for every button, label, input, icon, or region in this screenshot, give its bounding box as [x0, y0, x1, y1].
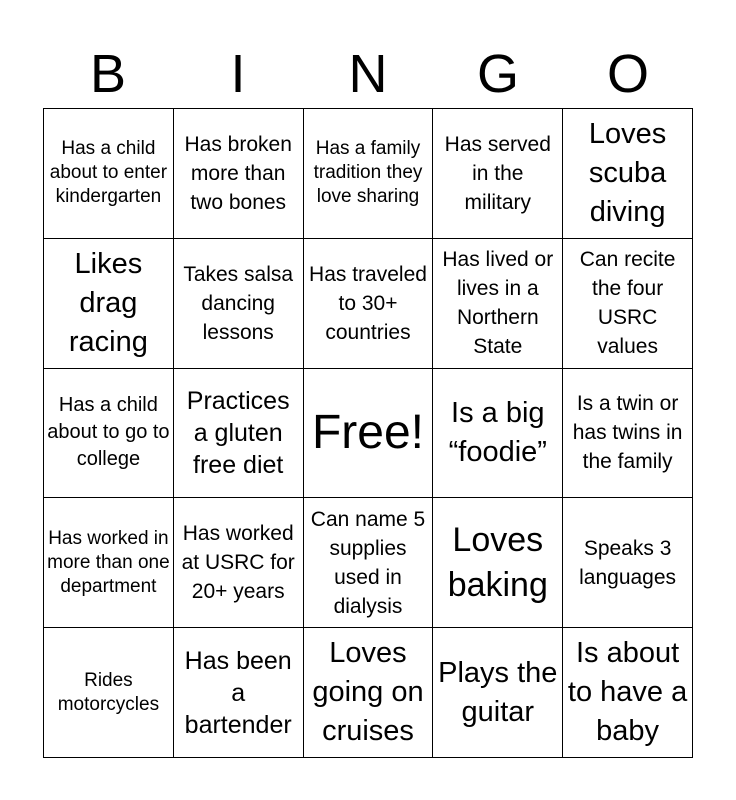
bingo-cell[interactable]: [304, 628, 434, 758]
bingo-cell[interactable]: [174, 498, 304, 628]
bingo-cell[interactable]: [563, 109, 693, 239]
cell-text: Has a family tradition they love sharing: [313, 138, 423, 208]
header-letter-b: B: [89, 44, 127, 104]
bingo-cell[interactable]: [44, 628, 174, 758]
bingo-grid: [43, 108, 693, 758]
cell-text: Has traveled to 30+ countries: [309, 262, 427, 344]
bingo-cell[interactable]: [433, 369, 563, 499]
cell-text: Is a big “foodie”: [448, 396, 547, 468]
free-space-text: Free!: [311, 405, 424, 459]
cell-text: Has broken more than two bones: [184, 132, 292, 214]
cell-text: Can recite the four USRC values: [579, 248, 676, 359]
bingo-cell[interactable]: [44, 498, 174, 628]
bingo-cell[interactable]: [174, 109, 304, 239]
bingo-cell[interactable]: [44, 239, 174, 369]
bingo-cell[interactable]: [433, 628, 563, 758]
cell-text: Takes salsa dancing lessons: [183, 262, 294, 344]
cell-text: Is about to have a baby: [567, 637, 688, 748]
bingo-cell[interactable]: [433, 109, 563, 239]
bingo-cell[interactable]: [174, 239, 304, 369]
header-letter-o: O: [606, 44, 649, 104]
cell-text: Loves scuba diving: [588, 117, 667, 228]
bingo-cell[interactable]: [563, 369, 693, 499]
bingo-cell[interactable]: [563, 628, 693, 758]
cell-text: Is a twin or has twins in the family: [572, 392, 683, 474]
cell-text: Loves going on cruises: [312, 637, 424, 748]
cell-text: Likes drag racing: [68, 247, 148, 358]
header-letter-i: I: [230, 44, 246, 104]
bingo-cell[interactable]: [563, 498, 693, 628]
bingo-cell[interactable]: [44, 369, 174, 499]
bingo-cell[interactable]: [44, 109, 174, 239]
bingo-cell[interactable]: [174, 628, 304, 758]
bingo-cell[interactable]: [304, 239, 434, 369]
cell-text: Has a child about to enter kindergarten: [49, 138, 168, 208]
header-letter-g: G: [476, 44, 519, 104]
cell-text: Practices a gluten free diet: [186, 386, 290, 479]
cell-text: Has a child about to go to college: [47, 394, 170, 471]
bingo-cell[interactable]: [304, 109, 434, 239]
bingo-cell[interactable]: [174, 369, 304, 499]
cell-text: Has worked in more than one department: [47, 527, 170, 597]
cell-text: Has lived or lives in a Northern State: [442, 248, 554, 359]
bingo-cell[interactable]: [433, 239, 563, 369]
cell-text: Has been a bartender: [184, 646, 292, 739]
cell-text: Loves baking: [447, 520, 548, 604]
cell-text: Speaks 3 languages: [579, 536, 677, 589]
cell-text: Can name 5 supplies used in dialysis: [310, 507, 426, 618]
cell-text: Plays the guitar: [438, 656, 558, 728]
header-letter-n: N: [348, 44, 388, 104]
bingo-cell[interactable]: [563, 239, 693, 369]
cell-text: Has served in the military: [444, 132, 551, 214]
bingo-header: [43, 40, 693, 108]
cell-text: Has worked at USRC for 20+ years: [181, 522, 295, 604]
cell-text: Rides motorcycles: [57, 669, 160, 715]
bingo-cell[interactable]: [433, 498, 563, 628]
bingo-cell[interactable]: [304, 498, 434, 628]
free-space-cell[interactable]: [304, 369, 434, 499]
